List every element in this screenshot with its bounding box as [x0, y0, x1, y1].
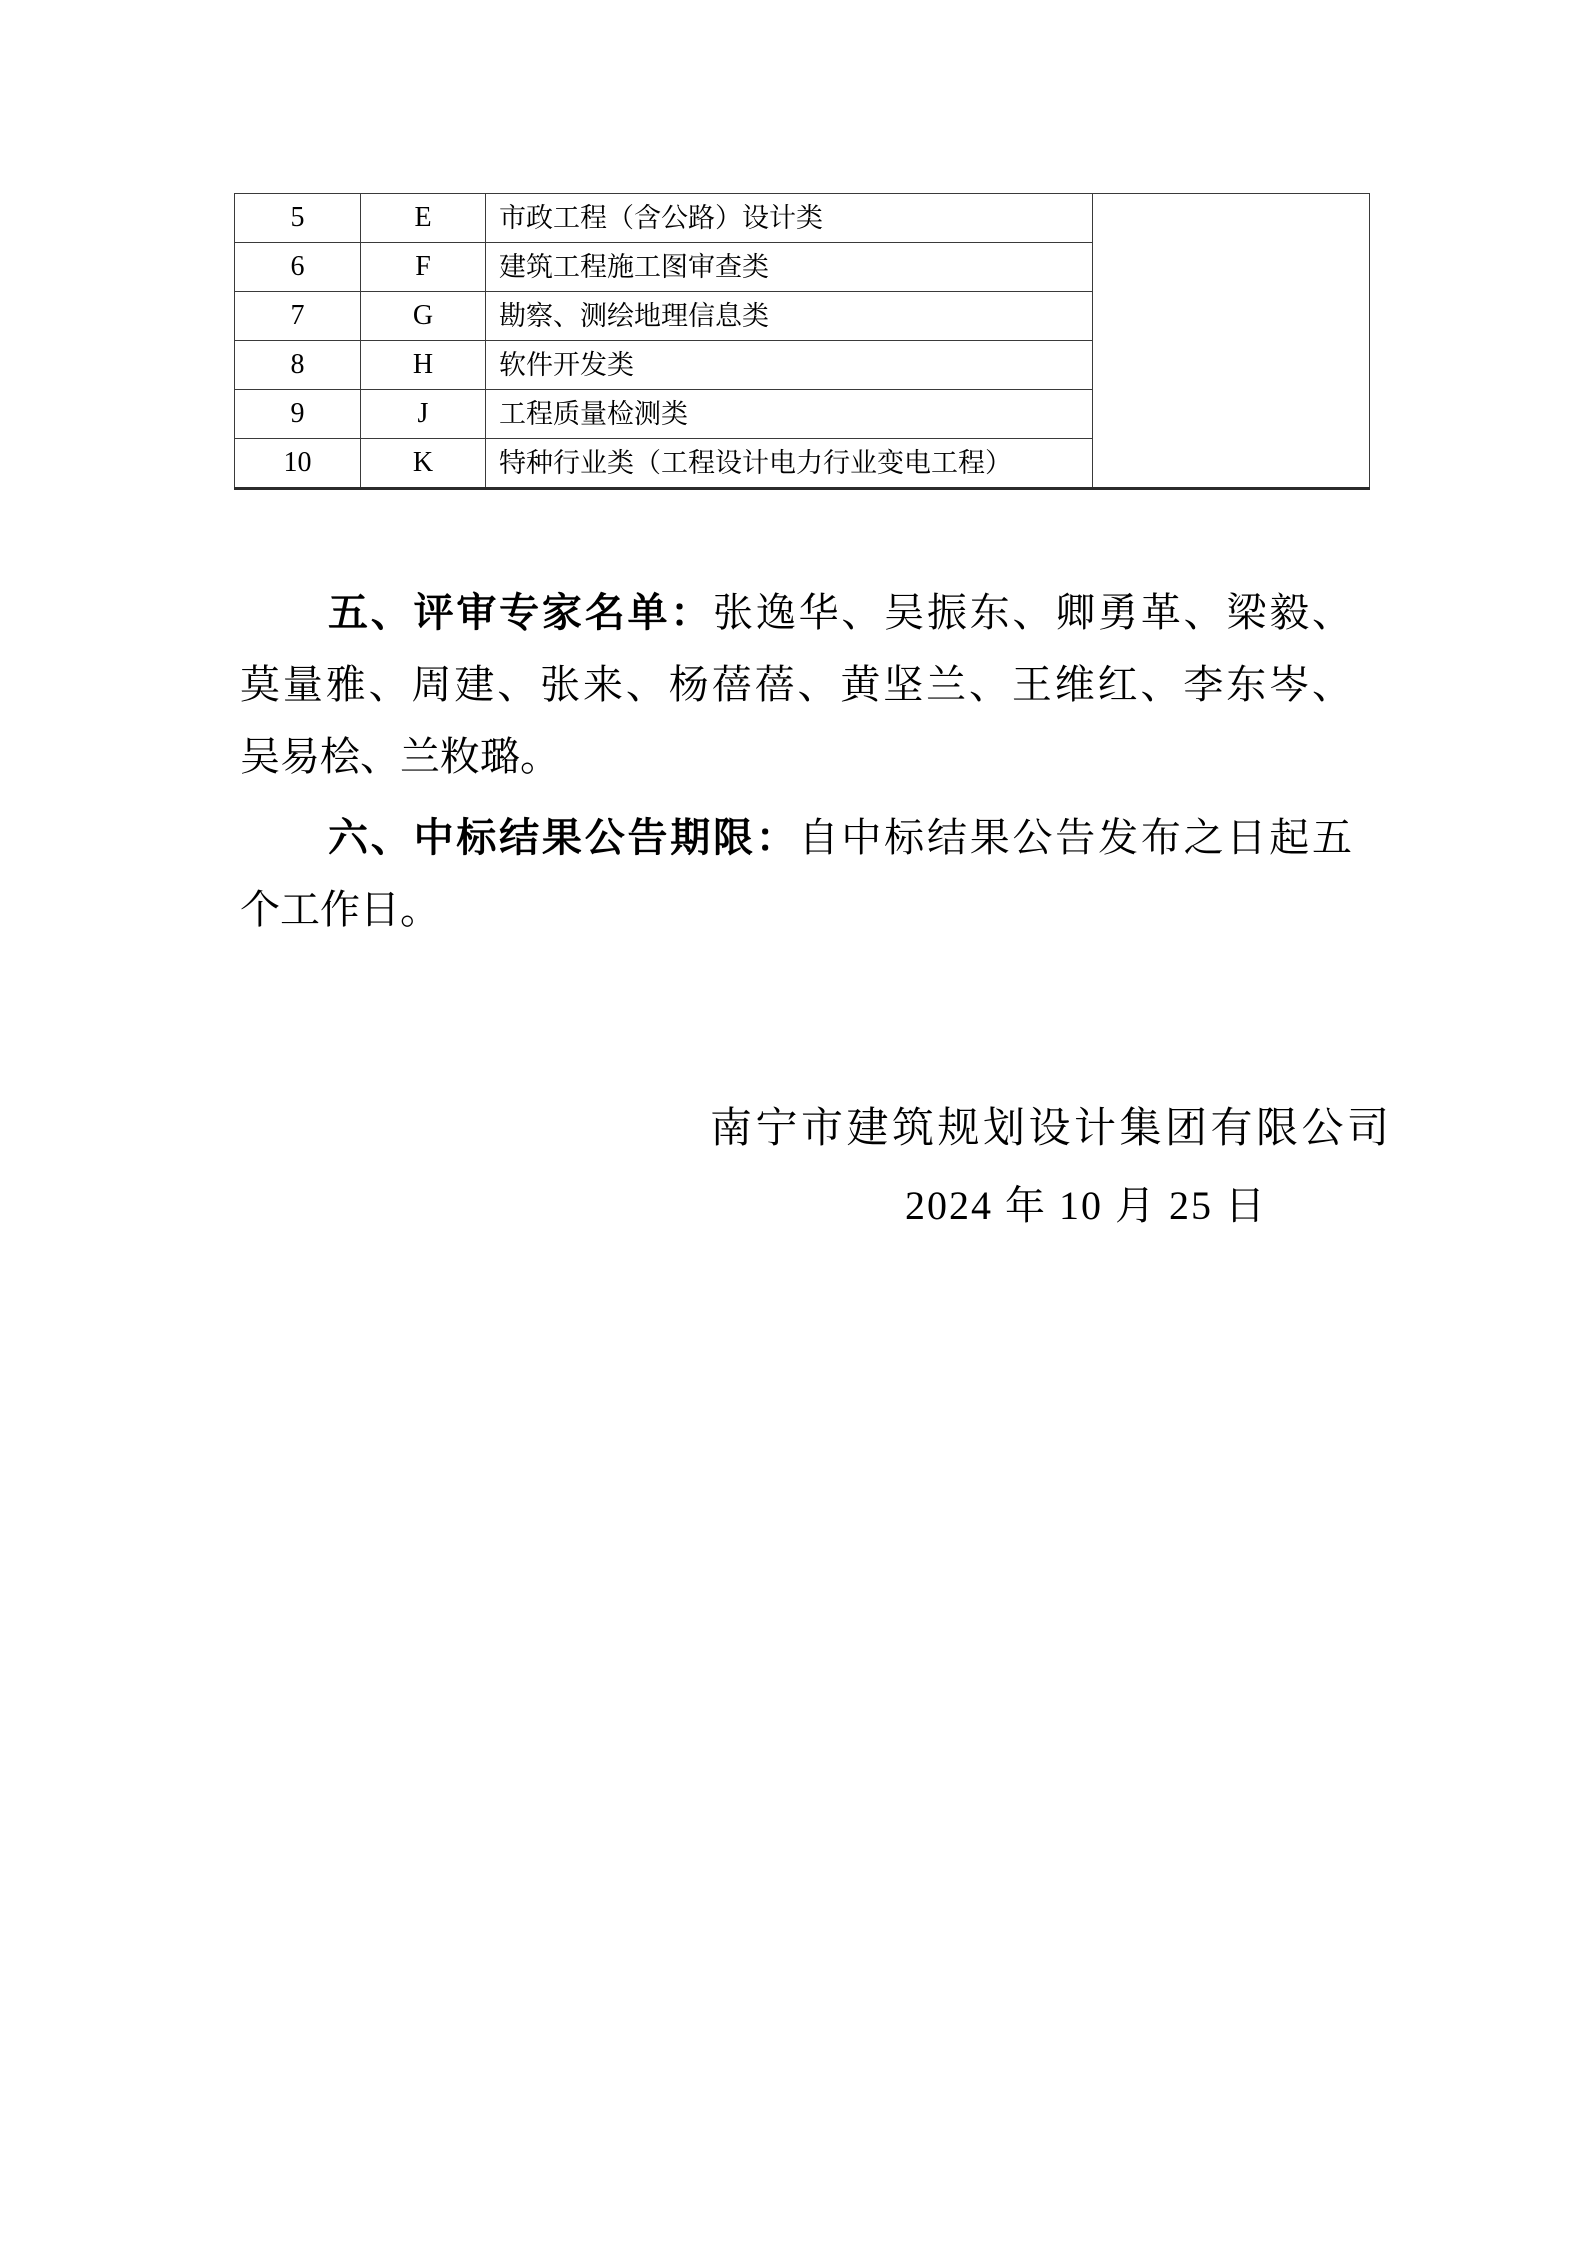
category-table — [234, 193, 1370, 490]
table-row — [235, 194, 1370, 243]
remark-cell — [1093, 194, 1370, 489]
experts-names-part1: 张逸华、吴振东、卿勇革、梁毅、 — [713, 590, 1353, 635]
announcement-heading: 六、中标结果公告期限： — [328, 815, 799, 860]
announcement-line-2: 个工作日。 — [240, 887, 440, 932]
row-number-cell: 5 — [235, 194, 361, 243]
category-cell: 勘察、测绘地理信息类 — [486, 292, 1093, 341]
section-code-cell: G — [361, 292, 486, 341]
experts-line-1 — [240, 577, 1352, 649]
row-number-cell: 10 — [235, 439, 361, 489]
experts-paragraph — [240, 577, 1352, 793]
experts-line-3: 吴易桧、兰敉璐。 — [240, 734, 560, 779]
issuer-company-name: 南宁市建筑规划设计集团有限公司 — [710, 1106, 1393, 1152]
section-code-cell: E — [361, 194, 486, 243]
issue-date: 2024 年 10 月 25 日 — [905, 1183, 1267, 1228]
section-code-cell: H — [361, 341, 486, 390]
section-code-cell: K — [361, 439, 486, 489]
category-cell: 工程质量检测类 — [486, 390, 1093, 439]
section-code-cell: F — [361, 243, 486, 292]
announcement-body-part1: 自中标结果公告发布之日起五 — [798, 815, 1353, 860]
row-number-cell: 8 — [235, 341, 361, 390]
category-cell: 市政工程（含公路）设计类 — [486, 194, 1093, 243]
experts-heading: 五、评审专家名单： — [328, 590, 714, 635]
announcement-line-1 — [240, 802, 1352, 874]
row-number-cell: 9 — [235, 390, 361, 439]
category-cell: 软件开发类 — [486, 341, 1093, 390]
category-cell: 特种行业类（工程设计电力行业变电工程） — [486, 439, 1093, 489]
row-number-cell: 6 — [235, 243, 361, 292]
category-cell: 建筑工程施工图审查类 — [486, 243, 1093, 292]
announcement-period-paragraph — [240, 802, 1352, 946]
experts-line-2: 莫量雅、周建、张来、杨蓓蓓、黄坚兰、王维红、李东岑、 — [240, 662, 1352, 707]
section-code-cell: J — [361, 390, 486, 439]
row-number-cell: 7 — [235, 292, 361, 341]
